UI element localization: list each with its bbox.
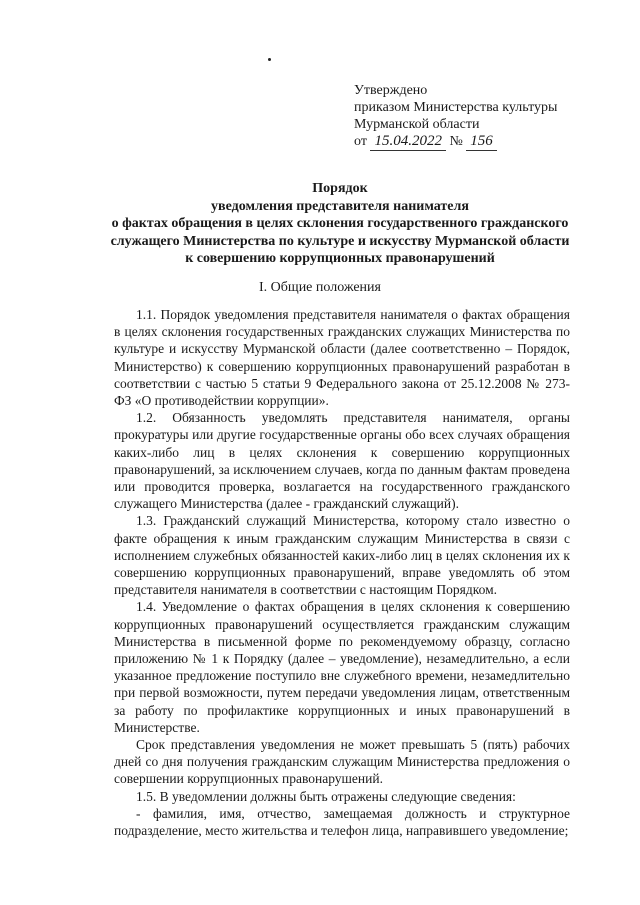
handwritten-number: 156: [466, 133, 497, 151]
number-prefix: №: [449, 134, 463, 149]
title-line-1: Порядок: [312, 181, 368, 196]
approval-line-2: приказом Министерства культуры: [354, 100, 558, 115]
approval-line-3: Мурманской области: [354, 117, 480, 132]
paragraph-1-1: 1.1. Порядок уведомления представителя нанимателя о фактах обращения в целях склонения государственных гражданских служащих Министерства по культуре и искусству Мурманской области (далее соответственно – Порядок, Министерство) к совершению коррупционных правонарушений разработан в соответствии с частью 5 статьи 9 Федерального закона от 25.12.2008 № 273-ФЗ «О противодействии коррупции».: [114, 307, 570, 409]
scan-dot: [268, 58, 271, 61]
title-line-3: о фактах обращения в целях склонения государственного гражданского: [111, 216, 569, 231]
handwritten-date: 15.04.2022: [370, 133, 446, 151]
document-body: [114, 306, 570, 839]
paragraph-deadline: Срок представления уведомления не может превышать 5 (пять) рабочих дней со дня получения гражданским служащим Министерства предложения о совершении коррупционных правонарушений.: [114, 737, 570, 787]
title-line-2: уведомления представителя нанимателя: [211, 198, 469, 214]
paragraph-1-5: 1.5. В уведомлении должны быть отражены следующие сведения:: [136, 788, 516, 804]
section-heading: I. Общие положения: [259, 280, 381, 295]
approval-date-line: [354, 133, 584, 151]
approval-line-1: Утверждено: [354, 83, 428, 98]
paragraph-1-4: 1.4. Уведомление о фактах обращения в целях склонения к совершению коррупционных правонарушений осуществляется гражданским служащим Министерства в письменной форме по рекомендуемому образцу, согласно приложению № 1 к Порядку (далее – уведомление), незамедлительно, а если указанное предложение поступило вне служебного времени, незамедлительно при первой возможности, путем передачи уведомления лицам, ответственным за работу по профилактике коррупционных и иных правонарушений в Министерстве.: [114, 599, 570, 735]
date-prefix: от: [354, 134, 367, 149]
paragraph-list-item: - фамилия, имя, отчество, замещаемая должность и структурное подразделение, место жительства и телефон лица, направившего уведомление;: [114, 805, 570, 839]
paragraph-1-3: 1.3. Гражданский служащий Министерства, которому стало известно о факте обращения к иным гражданским служащим Министерства в связи с исполнением служебных обязанностей каких-либо лиц в целях склонения их к совершению коррупционных правонарушений, вправе уведомлять об этом представителя нанимателя в соответствии с настоящим Порядком.: [114, 513, 570, 598]
title-line-4: служащего Министерства по культуре и искусству Мурманской области: [110, 233, 570, 249]
document-title: [60, 180, 620, 268]
approval-block: [354, 82, 584, 151]
title-line-5: к совершению коррупционных правонарушений: [185, 251, 495, 266]
paragraph-1-2: 1.2. Обязанность уведомлять представителя нанимателя, органы прокуратуры или другие государственные органы обо всех случаях обращения каких-либо лиц в целях склонения к совершению коррупционных правонарушений, за исключением случаев, когда по данным фактам проведена или проводится проверка, возлагается на государственного гражданского служащего Министерства (далее - гражданский служащий).: [114, 410, 570, 512]
